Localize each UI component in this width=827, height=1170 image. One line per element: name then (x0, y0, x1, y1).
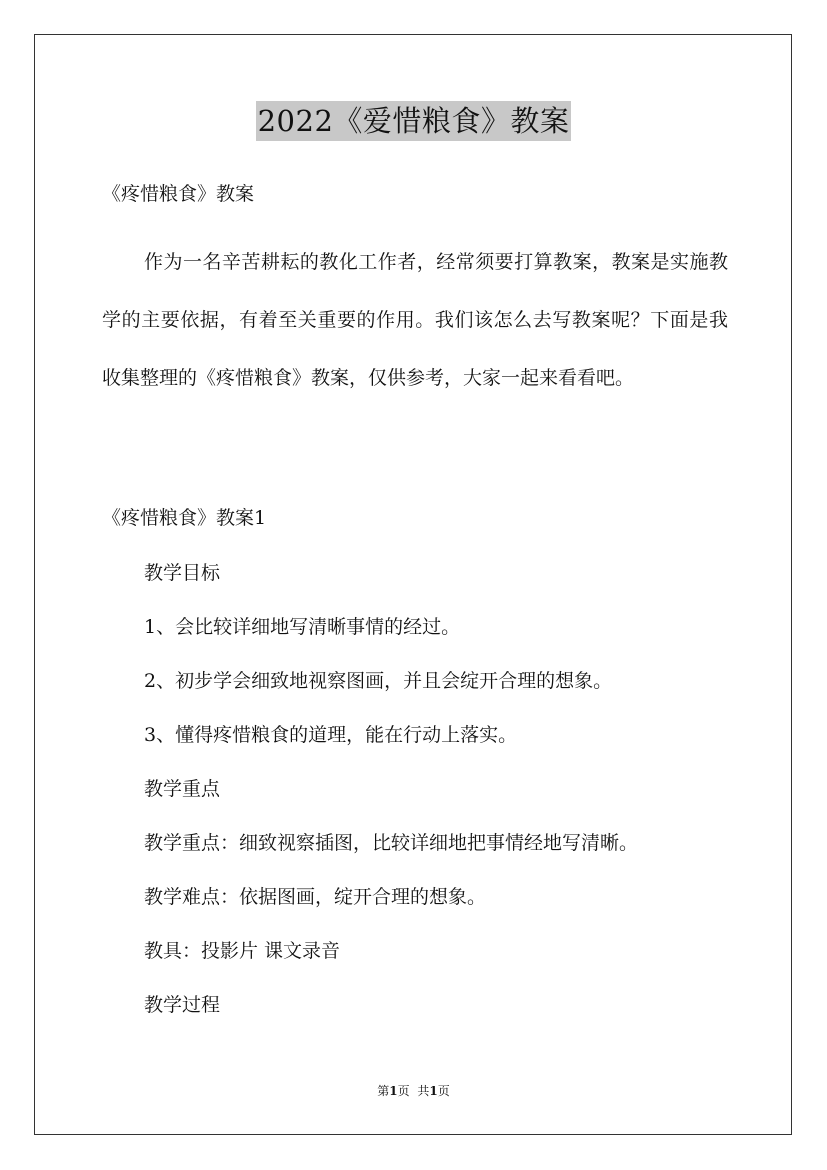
goal-item-2: 2、初步学会细致地视察图画，并且会绽开合理的想象。 (144, 670, 613, 692)
section-title: 《疼惜粮食》教案1 (102, 507, 267, 529)
subtitle: 《疼惜粮食》教案 (102, 183, 255, 205)
heading-key-points: 教学重点 (144, 778, 221, 800)
footer-total-suffix: 页 (437, 1084, 450, 1098)
goal-item-1: 1、会比较详细地写清晰事情的经过。 (144, 616, 461, 638)
key-point-line: 教学重点：细致视察插图，比较详细地把事情经地写清晰。 (144, 832, 639, 854)
footer-page-number: 1 (389, 1084, 398, 1098)
document-title: 2022《爱惜粮食》教案 (256, 101, 572, 141)
page-footer (0, 1083, 827, 1099)
goal-item-3: 3、懂得疼惜粮食的道理，能在行动上落实。 (144, 724, 518, 746)
difficulty-line: 教学难点：依据图画，绽开合理的想象。 (144, 886, 487, 908)
footer-page-prefix: 第 (377, 1084, 390, 1098)
intro-paragraph: 作为一名辛苦耕耘的教化工作者，经常须要打算教案，教案是实施教学的主要依据，有着至关重要的作用。我们该怎么去写教案呢？下面是我收集整理的《疼惜粮食》教案，仅供参考，大家一起来看看吧。 (102, 251, 728, 389)
footer-total-prefix: 共 (417, 1084, 430, 1098)
heading-teaching-goals: 教学目标 (144, 562, 221, 584)
footer-total-number: 1 (429, 1084, 438, 1098)
teaching-aids-line: 教具：投影片 课文录音 (144, 940, 341, 962)
title-container (0, 101, 827, 141)
footer-page-suffix: 页 (397, 1084, 410, 1098)
heading-process: 教学过程 (144, 994, 221, 1016)
